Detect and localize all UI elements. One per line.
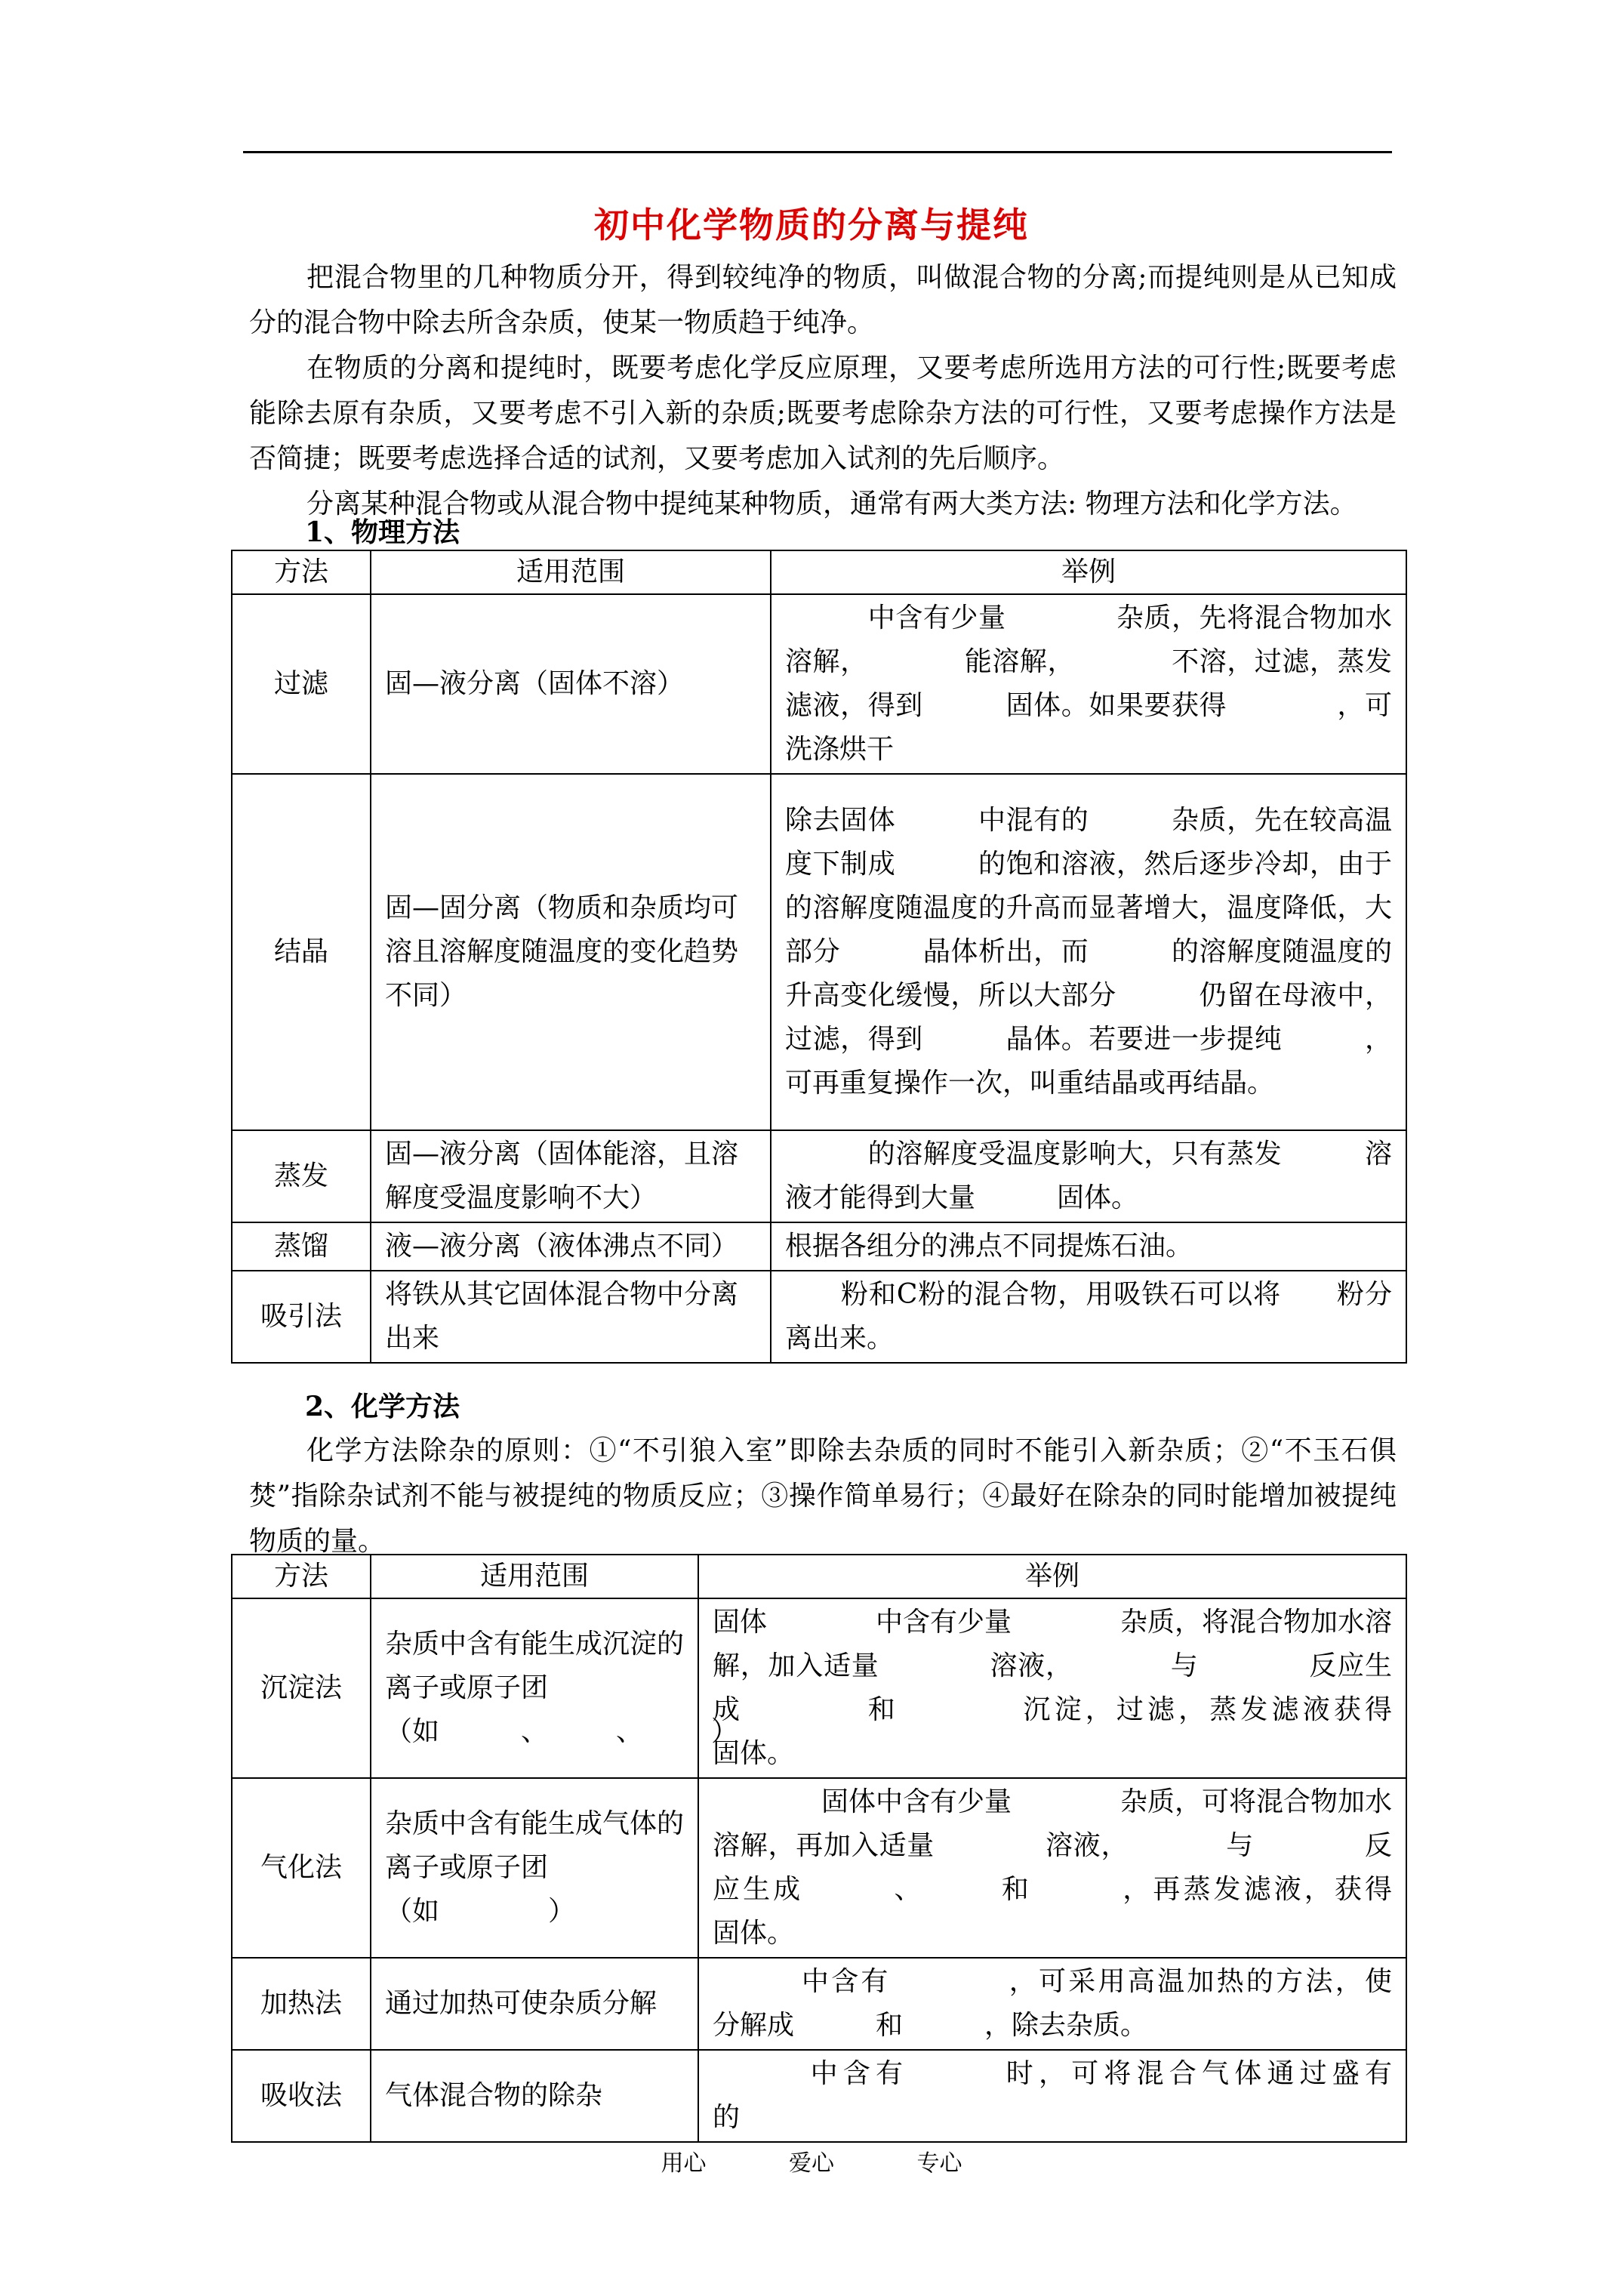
section-heading-chemical: 2、化学方法 xyxy=(305,1391,460,1422)
chemical-principle-paragraph: 化学方法除杂的原则：①“不引狼入室”即除去杂质的同时不能引入新杂质；②“不玉石俱焚”指除杂试剂不能与被提纯的物质反应；③操作简单易行；④最好在除杂的同时能增加被提纯物质的量。 xyxy=(249,1435,1397,1557)
method-cell: 气化法 xyxy=(232,1778,371,1958)
footer-text: 爱心 xyxy=(789,2150,834,2177)
method-cell: 沉淀法 xyxy=(232,1598,371,1778)
example-cell: 中含有 ，可采用高温加热的方法，使 分解成 和 ，除去杂质。 xyxy=(698,1958,1406,2050)
table-row xyxy=(232,594,1406,774)
method-cell: 蒸发 xyxy=(232,1130,371,1222)
scope-cell: 固—液分离（固体不溶） xyxy=(371,594,771,774)
intro-paragraph-3: 分离某种混合物或从混合物中提纯某种物质，通常有两大类方法: 物理方法和化学方法。 xyxy=(306,488,1357,519)
example-cell: 粉和C粉的混合物，用吸铁石可以将 粉分离出来。 xyxy=(771,1271,1406,1363)
header-method: 方法 xyxy=(232,550,371,594)
scope-cell: 通过加热可使杂质分解 xyxy=(371,1958,698,2050)
physical-methods-table xyxy=(231,550,1474,1364)
scope-cell: 固—固分离（物质和杂质均可溶且溶解度随温度的变化趋势不同） xyxy=(371,774,771,1130)
example-cell: 固体 中含有少量 杂质，将混合物加水溶解，加入适量 溶液， 与 反应生成 和 沉淀，过滤，蒸发滤液获得 固体。 xyxy=(698,1598,1406,1778)
method-cell: 过滤 xyxy=(232,594,371,774)
example-cell: 除去固体 中混有的 杂质，先在较高温度下制成 的饱和溶液，然后逐步冷却，由于 的溶解度随温度的升高而显著增大，温度降低，大部分 晶体析出，而 的溶解度随温度的升高变化缓慢，所以大部分 仍留在母液中，过滤，得到 晶体。若要进一步提纯 ，可再重复操作一次，叫重结晶或再结晶。 xyxy=(771,774,1406,1130)
table-row xyxy=(232,1958,1406,2050)
method-cell: 吸引法 xyxy=(232,1271,371,1363)
table-row xyxy=(232,1222,1406,1271)
method-cell: 结晶 xyxy=(232,774,371,1130)
footer-text: 用心 xyxy=(661,2150,707,2177)
header-scope: 适用范围 xyxy=(371,1555,698,1598)
header-method: 方法 xyxy=(232,1555,371,1598)
table-row xyxy=(232,774,1406,1130)
header-example: 举例 xyxy=(698,1555,1406,1598)
scope-cell: 液—液分离（液体沸点不同） xyxy=(371,1222,771,1271)
method-cell: 蒸馏 xyxy=(232,1222,371,1271)
intro-paragraph-1: 把混合物里的几种物质分开，得到较纯净的物质，叫做混合物的分离;而提纯则是从已知成分的混合物中除去所含杂质，使某一物质趋于纯净。 xyxy=(249,262,1397,338)
table-row xyxy=(232,2050,1406,2142)
chemical-methods-table xyxy=(231,1554,1501,2143)
page-footer xyxy=(0,2144,1623,2177)
example-cell: 固体中含有少量 杂质，可将混合物加水溶解，再加入适量 溶液， 与 反应生成 、 和 ，再蒸发滤液，获得 固体。 xyxy=(698,1778,1406,1958)
scope-cell: 气体混合物的除杂 xyxy=(371,2050,698,2142)
scope-cell: 杂质中含有能生成沉淀的离子或原子团（如 、 、 ） xyxy=(371,1598,698,1778)
example-cell: 中含有 时，可将混合气体通过盛有 的 xyxy=(698,2050,1406,2142)
table-row xyxy=(232,1598,1406,1778)
scope-cell: 杂质中含有能生成气体的离子或原子团（如 ） xyxy=(371,1778,698,1958)
header-example: 举例 xyxy=(771,550,1406,594)
header-rule xyxy=(243,151,1392,153)
table-row xyxy=(232,1778,1406,1958)
method-cell: 加热法 xyxy=(232,1958,371,2050)
example-cell: 根据各组分的沸点不同提炼石油。 xyxy=(771,1222,1406,1271)
table-header-row xyxy=(232,550,1406,594)
scope-cell: 将铁从其它固体混合物中分离出来 xyxy=(371,1271,771,1363)
table-row xyxy=(232,1130,1406,1222)
example-cell: 的溶解度受温度影响大，只有蒸发 溶液才能得到大量 固体。 xyxy=(771,1130,1406,1222)
table-row xyxy=(232,1271,1406,1363)
scope-cell: 固—液分离（固体能溶，且溶解度受温度影响不大） xyxy=(371,1130,771,1222)
example-cell: 中含有少量 杂质，先将混合物加水溶解， 能溶解， 不溶，过滤，蒸发滤液，得到 固体。如果要获得 ，可洗涤烘干 xyxy=(771,594,1406,774)
section-heading-physical: 1、物理方法 xyxy=(305,516,460,548)
footer-text: 专心 xyxy=(916,2150,962,2177)
header-scope: 适用范围 xyxy=(371,550,771,594)
table-header-row xyxy=(232,1555,1406,1598)
page-title: 初中化学物质的分离与提纯 xyxy=(594,205,1029,245)
intro-paragraph-2: 在物质的分离和提纯时，既要考虑化学反应原理，又要考虑所选用方法的可行性;既要考虑能除去原有杂质，又要考虑不引入新的杂质;既要考虑除杂方法的可行性，又要考虑操作方法是否简捷；既要考虑选择合适的试剂，又要考虑加入试剂的先后顺序。 xyxy=(249,353,1397,474)
method-cell: 吸收法 xyxy=(232,2050,371,2142)
